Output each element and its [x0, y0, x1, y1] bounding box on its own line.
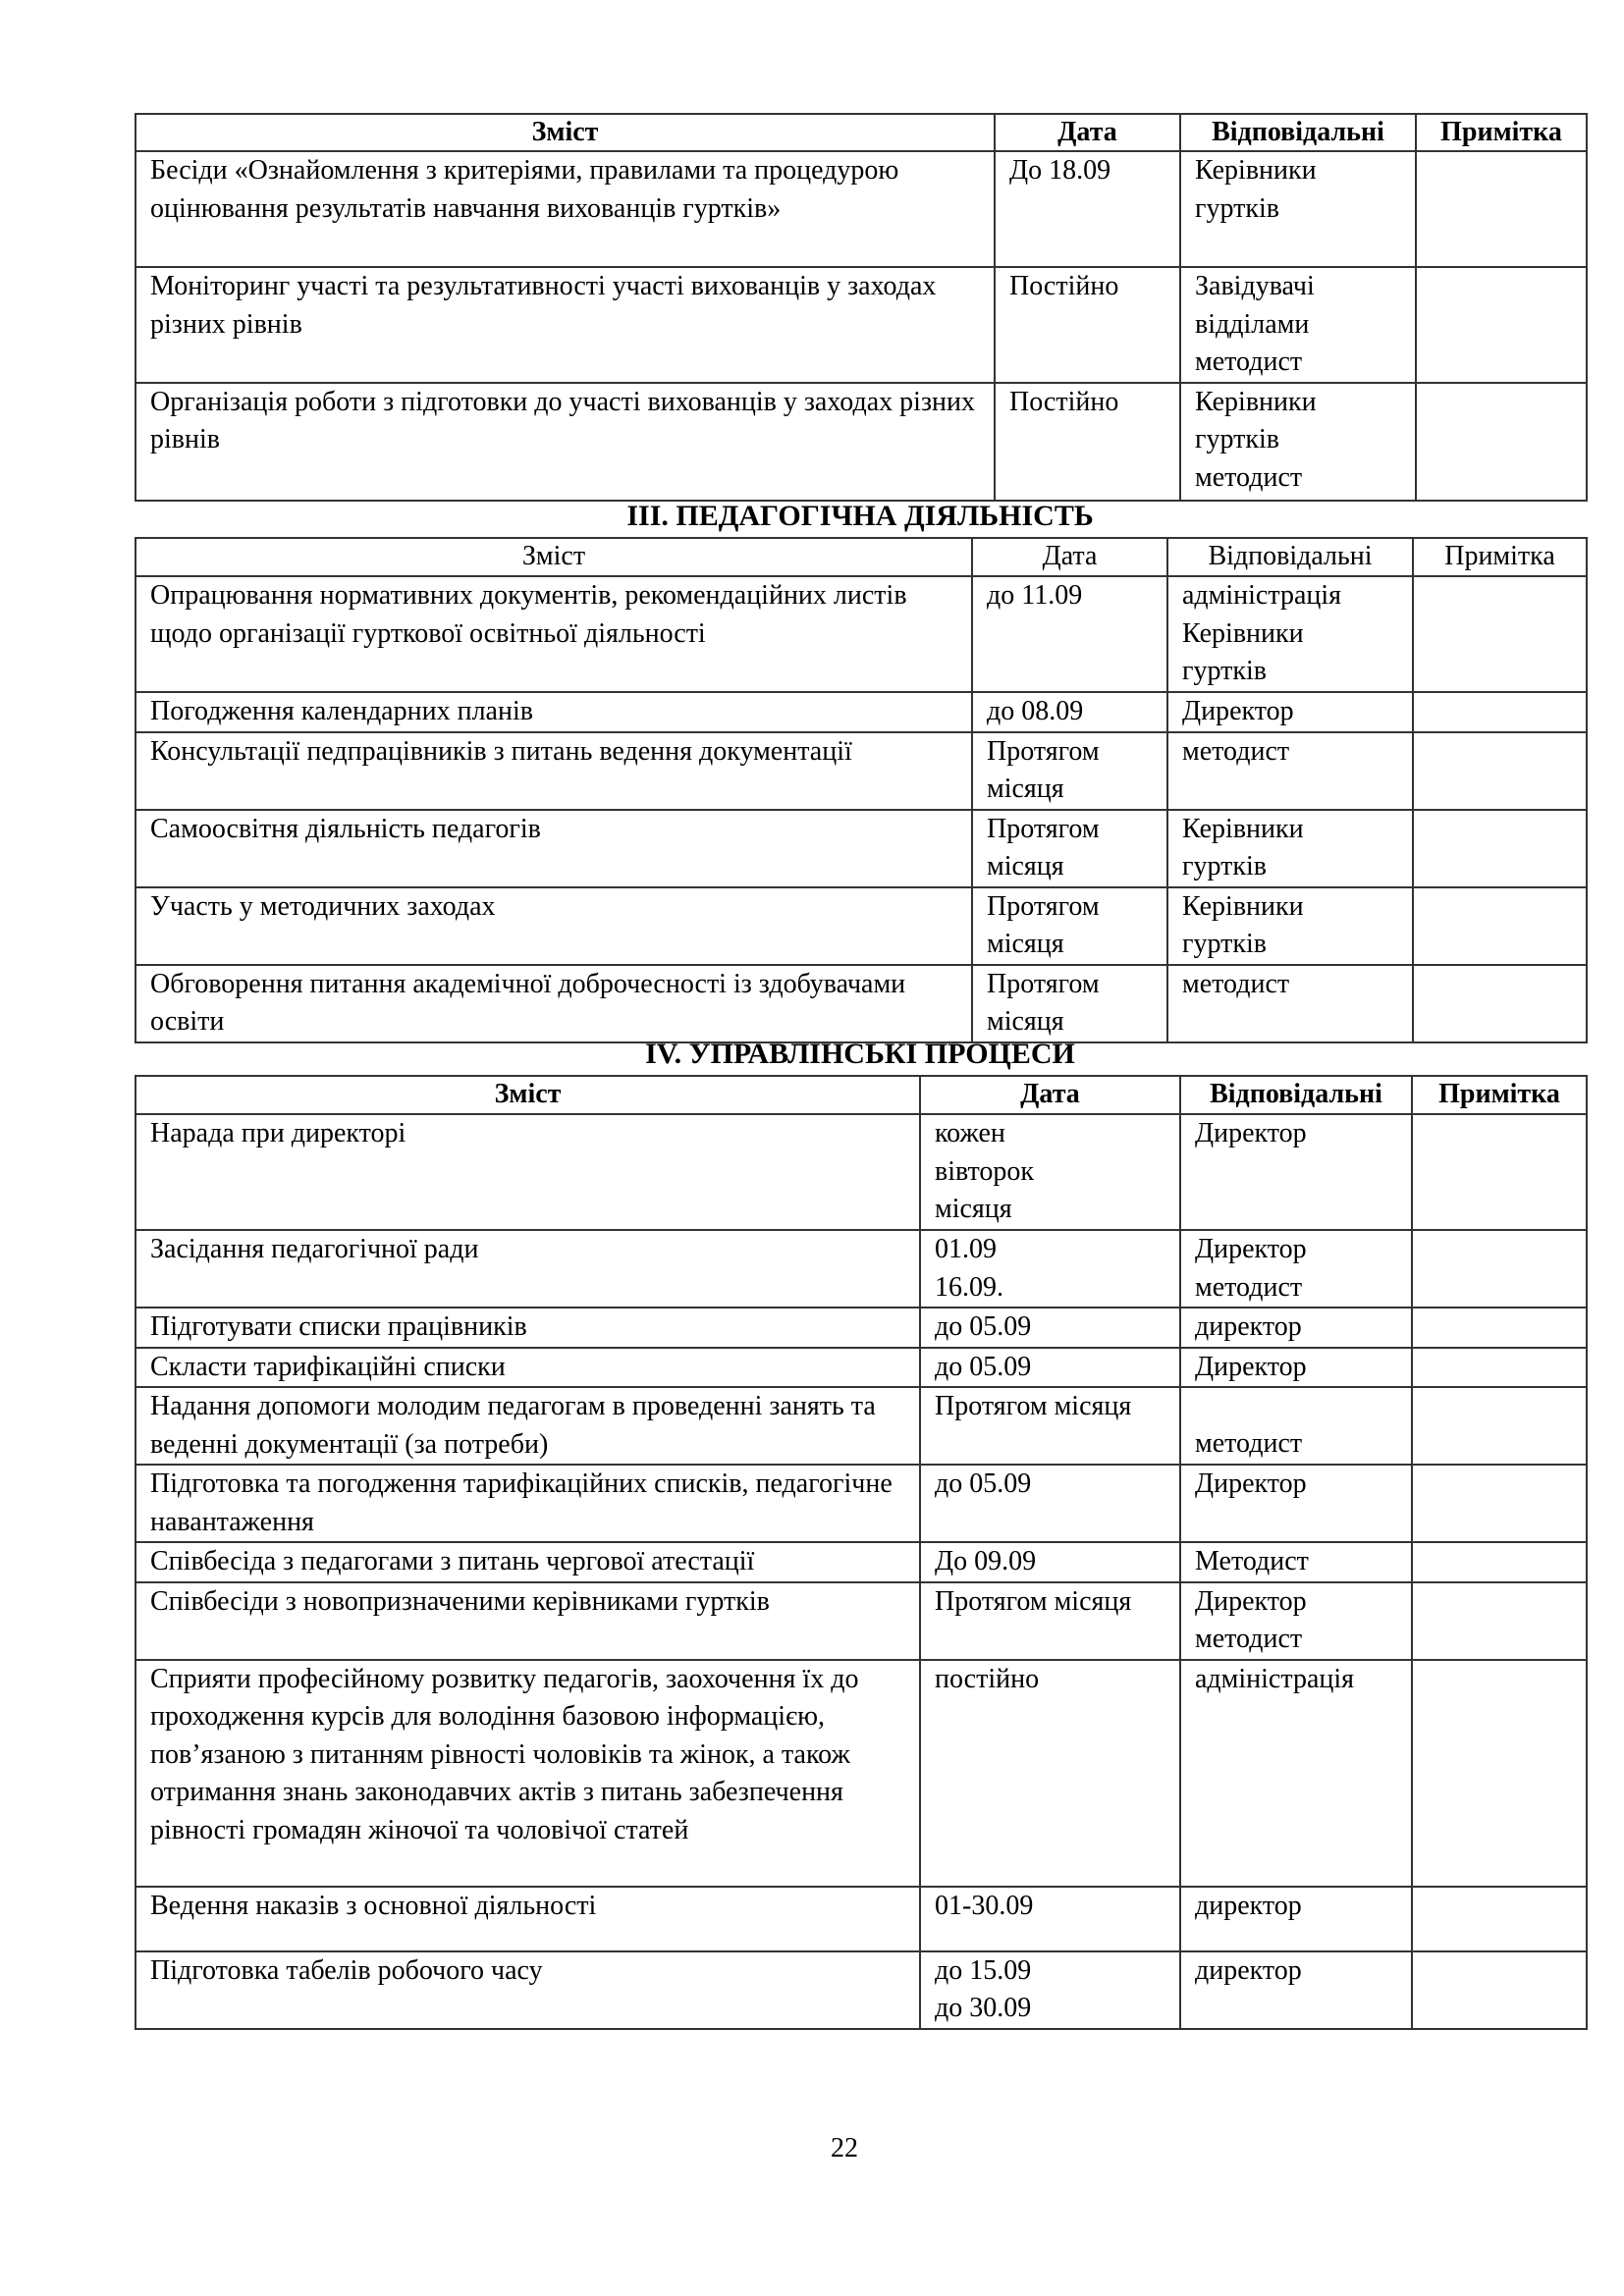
row-responsible: [1167, 965, 1413, 1042]
responsible-line: Директор: [1195, 1468, 1307, 1499]
table-row: [135, 151, 1587, 267]
row-responsible: [1180, 1951, 1412, 2029]
table-row: [135, 267, 1587, 383]
responsible-line: методист: [1195, 461, 1303, 493]
header-content: Зміст: [135, 1076, 920, 1114]
row-content: Підготовка та погодження тарифікаційних списків, педагогічне навантаження: [135, 1465, 920, 1542]
responsible-line: адміністрація: [1182, 580, 1342, 611]
section-title-management: IV. УПРАВЛІНСЬКІ ПРОЦЕСИ: [645, 1038, 1075, 1070]
date-line: 01.09: [935, 1234, 997, 1264]
row-note: [1413, 576, 1587, 692]
date-line: Протягом місяця: [935, 1585, 1132, 1617]
row-note: [1412, 1387, 1587, 1465]
responsible-line: методист: [1182, 968, 1290, 999]
responsible-line: гуртків: [1195, 424, 1279, 454]
row-responsible: [1180, 1308, 1412, 1348]
date-line: Протягом: [987, 813, 1100, 844]
header-responsible: Відповідальні: [1180, 114, 1416, 151]
date-line: місяця: [987, 774, 1064, 804]
responsible-line: Керівники: [1195, 386, 1317, 417]
row-date: [920, 1660, 1180, 1887]
table-row: [135, 1114, 1587, 1230]
row-responsible: [1167, 810, 1413, 887]
responsible-line: Керівники: [1182, 813, 1304, 844]
responsible-line: методист: [1182, 735, 1290, 767]
header-note: Примітка: [1416, 114, 1587, 151]
row-responsible: [1180, 1230, 1412, 1308]
row-date: [920, 1951, 1180, 2029]
page-number: 22: [831, 2133, 858, 2163]
table-row: [135, 1465, 1587, 1542]
row-date: [920, 1387, 1180, 1465]
row-content: Моніторинг участі та результативності участі вихованців у заходах різних рівнів: [135, 267, 995, 383]
responsible-line: методист: [1195, 1428, 1303, 1459]
responsible-line: Директор: [1195, 1351, 1307, 1382]
table-row: [135, 383, 1587, 501]
date-line: Протягом: [987, 968, 1100, 999]
plan-table-continuation: [135, 113, 1588, 502]
table-row: [135, 810, 1587, 887]
table-row: [135, 1951, 1587, 2029]
date-line: кожен: [935, 1118, 1005, 1148]
row-responsible: [1180, 1542, 1412, 1582]
section-title-pedagogical: ІІІ. ПЕДАГОГІЧНА ДІЯЛЬНІСТЬ: [626, 500, 1094, 532]
responsible-line: гуртків: [1182, 929, 1267, 959]
row-content: Співбесіда з педагогами з питань чергової атестації: [135, 1542, 920, 1582]
date-line: до 05.09: [935, 1468, 1032, 1499]
date-line: вівторок: [935, 1155, 1034, 1187]
row-note: [1413, 732, 1587, 810]
date-line: місяця: [987, 929, 1064, 959]
responsible-line: директор: [1195, 1311, 1302, 1342]
header-responsible: Відповідальні: [1167, 538, 1413, 576]
row-content: Співбесіди з новопризначеними керівниками гуртків: [135, 1582, 920, 1660]
responsible-line: Завідувачі: [1195, 271, 1315, 301]
header-content: Зміст: [135, 538, 972, 576]
row-note: [1412, 1887, 1587, 1951]
row-responsible: [1167, 576, 1413, 692]
responsible-line: Методист: [1195, 1546, 1309, 1576]
row-date: [972, 576, 1167, 692]
row-responsible: [1180, 1114, 1412, 1230]
responsible-line: методист: [1195, 1271, 1303, 1303]
responsible-line: методист: [1195, 347, 1303, 377]
responsible-line: Керівники: [1182, 617, 1304, 649]
table-header-row: [135, 538, 1587, 576]
responsible-line: Директор: [1195, 1234, 1307, 1264]
row-responsible: [1180, 1582, 1412, 1660]
row-content: Нарада при директорі: [135, 1114, 920, 1230]
row-responsible: [1180, 1660, 1412, 1887]
row-date: [920, 1887, 1180, 1951]
row-content: Консультації педпрацівників з питань ведення документації: [135, 732, 972, 810]
row-content: Погодження календарних планів: [135, 692, 972, 732]
table-header-row: [135, 1076, 1587, 1114]
row-content: Самоосвітня діяльність педагогів: [135, 810, 972, 887]
table-row: [135, 887, 1587, 965]
table-row: [135, 576, 1587, 692]
header-date: Дата: [972, 538, 1167, 576]
row-responsible: [1180, 1887, 1412, 1951]
row-content: Сприяти професійному розвитку педагогів, заохочення їх до проходження курсів для володіння базовою інформацією, пов’язаною з питанням рівності чоловіків та жінок, а також отримання знань законодавчих актів з питань забезпечення рівності громадян жіночої та чоловічої статей: [135, 1660, 920, 1887]
row-date: [972, 692, 1167, 732]
date-line: місяця: [987, 1006, 1064, 1037]
table-row: [135, 1230, 1587, 1308]
row-note: [1413, 692, 1587, 732]
header-note: Примітка: [1413, 538, 1587, 576]
row-content: Обговорення питання академічної доброчесності із здобувачами освіти: [135, 965, 972, 1042]
date-line: до 15.09: [935, 1954, 1032, 1986]
row-note: [1413, 810, 1587, 887]
row-date: [972, 965, 1167, 1042]
row-note: [1416, 383, 1587, 501]
responsible-line: адміністрація: [1195, 1663, 1355, 1694]
date-line: Протягом: [987, 735, 1100, 767]
row-note: [1412, 1348, 1587, 1388]
row-content: Надання допомоги молодим педагогам в проведенні занять та веденні документації (за потреби): [135, 1387, 920, 1465]
table-row: [135, 1660, 1587, 1887]
date-line: До 18.09: [1009, 155, 1111, 186]
responsible-line: гуртків: [1182, 656, 1267, 686]
row-note: [1412, 1230, 1587, 1308]
row-content: Ведення наказів з основної діяльності: [135, 1887, 920, 1951]
row-note: [1412, 1660, 1587, 1887]
row-date: [920, 1230, 1180, 1308]
responsible-line: Директор: [1182, 696, 1294, 726]
row-note: [1413, 965, 1587, 1042]
row-responsible: [1180, 1465, 1412, 1542]
date-line: 16.09.: [935, 1271, 1003, 1303]
row-responsible: [1167, 887, 1413, 965]
date-line: До 09.09: [935, 1546, 1037, 1576]
row-content: Організація роботи з підготовки до участі вихованців у заходах різних рівнів: [135, 383, 995, 501]
date-line: 01-30.09: [935, 1890, 1034, 1921]
responsible-line: Директор: [1195, 1585, 1307, 1617]
row-note: [1416, 267, 1587, 383]
header-date: Дата: [920, 1076, 1180, 1114]
date-line: до 05.09: [935, 1311, 1032, 1342]
date-line: Постійно: [1009, 386, 1119, 417]
row-content: Підготувати списки працівників: [135, 1308, 920, 1348]
responsible-line: відділами: [1195, 308, 1310, 340]
row-note: [1412, 1542, 1587, 1582]
row-responsible: [1167, 732, 1413, 810]
row-note: [1412, 1465, 1587, 1542]
row-responsible: [1167, 692, 1413, 732]
row-date: [920, 1582, 1180, 1660]
row-date: [920, 1114, 1180, 1230]
header-date: Дата: [995, 114, 1180, 151]
table-row: [135, 1387, 1587, 1465]
responsible-line: гуртків: [1182, 851, 1267, 881]
date-line: Протягом: [987, 890, 1100, 922]
table-row: [135, 732, 1587, 810]
row-note: [1416, 151, 1587, 267]
responsible-line: Директор: [1195, 1118, 1307, 1148]
row-date: [920, 1308, 1180, 1348]
date-line: постійно: [935, 1663, 1040, 1694]
date-line: Протягом місяця: [935, 1391, 1132, 1421]
row-note: [1412, 1582, 1587, 1660]
table-header-row: [135, 114, 1587, 151]
row-note: [1412, 1951, 1587, 2029]
date-line: місяця: [987, 851, 1064, 881]
row-date: [995, 383, 1180, 501]
row-responsible: [1180, 383, 1416, 501]
row-responsible: [1180, 1348, 1412, 1388]
date-line: до 05.09: [935, 1351, 1032, 1382]
date-line: місяця: [935, 1194, 1012, 1224]
responsible-line: гуртків: [1195, 192, 1279, 224]
row-content: Скласти тарифікаційні списки: [135, 1348, 920, 1388]
row-content: Підготовка табелів робочого часу: [135, 1951, 920, 2029]
row-responsible: [1180, 151, 1416, 267]
header-responsible: Відповідальні: [1180, 1076, 1412, 1114]
row-date: [972, 810, 1167, 887]
table-row: [135, 692, 1587, 732]
table-row: [135, 1348, 1587, 1388]
row-date: [995, 151, 1180, 267]
row-date: [920, 1465, 1180, 1542]
date-line: до 30.09: [935, 1993, 1032, 2023]
header-note: Примітка: [1412, 1076, 1587, 1114]
row-date: [995, 267, 1180, 383]
row-note: [1412, 1308, 1587, 1348]
responsible-line: [1195, 1388, 1399, 1425]
header-content: Зміст: [135, 114, 995, 151]
table-row: [135, 965, 1587, 1042]
row-date: [972, 732, 1167, 810]
row-date: [920, 1348, 1180, 1388]
row-responsible: [1180, 1387, 1412, 1465]
row-note: [1412, 1114, 1587, 1230]
row-note: [1413, 887, 1587, 965]
date-line: до 11.09: [987, 580, 1083, 611]
responsible-line: методист: [1195, 1624, 1303, 1654]
responsible-line: Керівники: [1182, 890, 1304, 922]
row-date: [920, 1542, 1180, 1582]
table-row: [135, 1582, 1587, 1660]
responsible-line: Керівники: [1195, 155, 1317, 186]
row-date: [972, 887, 1167, 965]
row-content: Засідання педагогічної ради: [135, 1230, 920, 1308]
row-responsible: [1180, 267, 1416, 383]
plan-table-management: [135, 1075, 1588, 2030]
plan-table-pedagogical: [135, 537, 1588, 1043]
table-row: [135, 1308, 1587, 1348]
row-content: Бесіди «Ознайомлення з критеріями, правилами та процедурою оцінювання результатів навчання вихованців гуртків»: [135, 151, 995, 267]
responsible-line: директор: [1195, 1954, 1302, 1986]
table-row: [135, 1542, 1587, 1582]
table-row: [135, 1887, 1587, 1951]
row-content: Участь у методичних заходах: [135, 887, 972, 965]
row-content: Опрацювання нормативних документів, рекомендаційних листів щодо організації гурткової освітньої діяльності: [135, 576, 972, 692]
date-line: до 08.09: [987, 696, 1084, 726]
responsible-line: директор: [1195, 1890, 1302, 1921]
date-line: Постійно: [1009, 271, 1119, 301]
